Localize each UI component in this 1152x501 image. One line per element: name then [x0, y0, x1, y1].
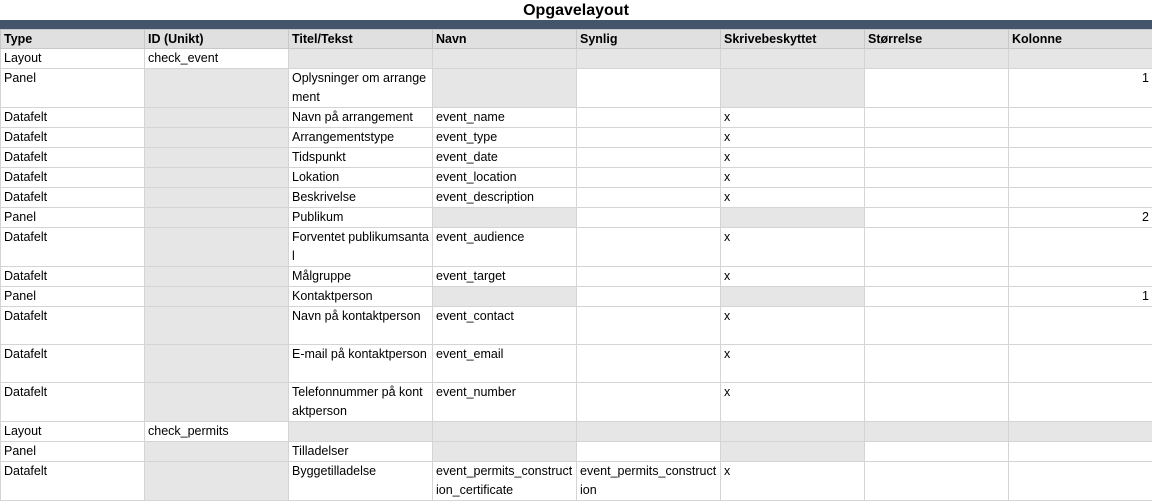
cell-column[interactable]: [1009, 383, 1152, 422]
cell-title-text[interactable]: Telefonnummer på kontaktperson: [289, 383, 433, 422]
cell-type[interactable]: Datafelt: [1, 267, 145, 287]
cell-read-only[interactable]: x: [721, 168, 865, 188]
table-row: [1, 345, 1152, 383]
cell-name[interactable]: event_location: [433, 168, 577, 188]
column-header-title-text[interactable]: Titel/Tekst: [289, 30, 433, 49]
cell-read-only[interactable]: [721, 422, 865, 442]
cell-visible[interactable]: event_permits_construction: [577, 462, 721, 501]
cell-name[interactable]: [433, 442, 577, 462]
table-row: [1, 168, 1152, 188]
cell-size[interactable]: [865, 307, 1009, 345]
cell-size[interactable]: [865, 287, 1009, 307]
cell-read-only[interactable]: x: [721, 188, 865, 208]
table-row: [1, 462, 1152, 501]
cell-id[interactable]: [145, 383, 289, 422]
cell-name[interactable]: [433, 287, 577, 307]
cell-visible[interactable]: [577, 287, 721, 307]
cell-name[interactable]: event_date: [433, 148, 577, 168]
cell-column[interactable]: [1009, 108, 1152, 128]
cell-id[interactable]: [145, 267, 289, 287]
column-header-size[interactable]: Størrelse: [865, 30, 1009, 49]
cell-read-only[interactable]: x: [721, 345, 865, 383]
cell-name[interactable]: [433, 208, 577, 228]
cell-name[interactable]: [433, 49, 577, 69]
cell-name[interactable]: event_target: [433, 267, 577, 287]
cell-id[interactable]: [145, 148, 289, 168]
cell-id[interactable]: [145, 69, 289, 108]
cell-read-only[interactable]: x: [721, 128, 865, 148]
cell-type[interactable]: Datafelt: [1, 345, 145, 383]
cell-column[interactable]: [1009, 462, 1152, 501]
cell-title-text[interactable]: Navn på arrangement: [289, 108, 433, 128]
cell-title-text[interactable]: Oplysninger om arrangement: [289, 69, 433, 108]
cell-type[interactable]: Datafelt: [1, 383, 145, 422]
table-row: [1, 383, 1152, 422]
cell-id[interactable]: check_event: [145, 49, 289, 69]
cell-column[interactable]: [1009, 228, 1152, 267]
table-row: [1, 188, 1152, 208]
cell-title-text[interactable]: Arrangementstype: [289, 128, 433, 148]
cell-name[interactable]: event_description: [433, 188, 577, 208]
cell-read-only[interactable]: [721, 49, 865, 69]
cell-title-text[interactable]: Navn på kontaktperson: [289, 307, 433, 345]
cell-size[interactable]: [865, 228, 1009, 267]
cell-read-only[interactable]: x: [721, 228, 865, 267]
table-row: [1, 49, 1152, 69]
cell-name[interactable]: event_email: [433, 345, 577, 383]
cell-type[interactable]: Datafelt: [1, 462, 145, 501]
cell-size[interactable]: [865, 188, 1009, 208]
cell-size[interactable]: [865, 168, 1009, 188]
cell-name[interactable]: [433, 422, 577, 442]
cell-size[interactable]: [865, 422, 1009, 442]
cell-read-only[interactable]: [721, 442, 865, 462]
cell-visible[interactable]: [577, 128, 721, 148]
cell-id[interactable]: [145, 208, 289, 228]
cell-visible[interactable]: [577, 345, 721, 383]
table-row: [1, 148, 1152, 168]
cell-id[interactable]: [145, 168, 289, 188]
cell-title-text[interactable]: [289, 422, 433, 442]
column-header-column[interactable]: Kolonne: [1009, 30, 1152, 49]
cell-type[interactable]: Panel: [1, 287, 145, 307]
cell-type[interactable]: Datafelt: [1, 168, 145, 188]
cell-type[interactable]: Datafelt: [1, 188, 145, 208]
cell-type[interactable]: Layout: [1, 49, 145, 69]
cell-title-text[interactable]: Målgruppe: [289, 267, 433, 287]
column-header-id[interactable]: ID (Unikt): [145, 30, 289, 49]
cell-column[interactable]: [1009, 442, 1152, 462]
cell-column[interactable]: [1009, 49, 1152, 69]
cell-read-only[interactable]: [721, 69, 865, 108]
table-row: [1, 69, 1152, 108]
cell-read-only[interactable]: [721, 287, 865, 307]
cell-visible[interactable]: [577, 267, 721, 287]
cell-visible[interactable]: [577, 49, 721, 69]
cell-column[interactable]: [1009, 345, 1152, 383]
cell-column[interactable]: [1009, 168, 1152, 188]
cell-column[interactable]: [1009, 148, 1152, 168]
cell-title-text[interactable]: Kontaktperson: [289, 287, 433, 307]
cell-name[interactable]: [433, 69, 577, 108]
cell-id[interactable]: [145, 287, 289, 307]
cell-name[interactable]: event_name: [433, 108, 577, 128]
cell-size[interactable]: [865, 267, 1009, 287]
column-header-read-only[interactable]: Skrivebeskyttet: [721, 30, 865, 49]
cell-title-text[interactable]: Byggetilladelse: [289, 462, 433, 501]
cell-visible[interactable]: [577, 148, 721, 168]
cell-column[interactable]: 2: [1009, 208, 1152, 228]
cell-type[interactable]: Panel: [1, 442, 145, 462]
cell-column[interactable]: 1: [1009, 69, 1152, 108]
cell-visible[interactable]: [577, 422, 721, 442]
table-row: [1, 442, 1152, 462]
cell-size[interactable]: [865, 148, 1009, 168]
table-row: [1, 208, 1152, 228]
cell-id[interactable]: [145, 188, 289, 208]
cell-title-text[interactable]: Lokation: [289, 168, 433, 188]
cell-type[interactable]: Layout: [1, 422, 145, 442]
cell-size[interactable]: [865, 345, 1009, 383]
sheet-title: Opgavelayout: [0, 0, 1152, 20]
cell-type[interactable]: Datafelt: [1, 307, 145, 345]
cell-visible[interactable]: [577, 188, 721, 208]
cell-visible[interactable]: [577, 108, 721, 128]
cell-size[interactable]: [865, 69, 1009, 108]
cell-read-only[interactable]: [721, 208, 865, 228]
cell-type[interactable]: Panel: [1, 69, 145, 108]
cell-type[interactable]: Datafelt: [1, 128, 145, 148]
cell-title-text[interactable]: E-mail på kontaktperson: [289, 345, 433, 383]
cell-read-only[interactable]: x: [721, 307, 865, 345]
column-header-visible[interactable]: Synlig: [577, 30, 721, 49]
cell-size[interactable]: [865, 49, 1009, 69]
cell-id[interactable]: [145, 307, 289, 345]
cell-read-only[interactable]: x: [721, 462, 865, 501]
cell-id[interactable]: [145, 345, 289, 383]
table-row: [1, 128, 1152, 148]
table-row: [1, 108, 1152, 128]
cell-name[interactable]: event_permits_construction_certificate: [433, 462, 577, 501]
cell-column[interactable]: [1009, 307, 1152, 345]
cell-column[interactable]: 1: [1009, 287, 1152, 307]
cell-visible[interactable]: [577, 208, 721, 228]
cell-column[interactable]: [1009, 422, 1152, 442]
cell-visible[interactable]: [577, 307, 721, 345]
cell-id[interactable]: [145, 108, 289, 128]
cell-size[interactable]: [865, 108, 1009, 128]
title-bar-divider: [0, 20, 1152, 29]
cell-visible[interactable]: [577, 442, 721, 462]
table-row: [1, 267, 1152, 287]
cell-size[interactable]: [865, 208, 1009, 228]
cell-id[interactable]: [145, 128, 289, 148]
cell-name[interactable]: event_contact: [433, 307, 577, 345]
cell-id[interactable]: [145, 442, 289, 462]
cell-title-text[interactable]: Tilladelser: [289, 442, 433, 462]
cell-name[interactable]: event_audience: [433, 228, 577, 267]
table-row: [1, 287, 1152, 307]
cell-name[interactable]: event_number: [433, 383, 577, 422]
column-header-name[interactable]: Navn: [433, 30, 577, 49]
cell-visible[interactable]: [577, 69, 721, 108]
cell-type[interactable]: Panel: [1, 208, 145, 228]
cell-read-only[interactable]: x: [721, 148, 865, 168]
cell-size[interactable]: [865, 462, 1009, 501]
cell-type[interactable]: Datafelt: [1, 148, 145, 168]
cell-size[interactable]: [865, 442, 1009, 462]
cell-id[interactable]: [145, 228, 289, 267]
cell-title-text[interactable]: Publikum: [289, 208, 433, 228]
cell-read-only[interactable]: x: [721, 383, 865, 422]
cell-title-text[interactable]: Beskrivelse: [289, 188, 433, 208]
cell-id[interactable]: [145, 462, 289, 501]
cell-title-text[interactable]: [289, 49, 433, 69]
layout-table: [0, 29, 1152, 501]
cell-title-text[interactable]: Forventet publikumsantal: [289, 228, 433, 267]
cell-type[interactable]: Datafelt: [1, 108, 145, 128]
cell-title-text[interactable]: Tidspunkt: [289, 148, 433, 168]
cell-size[interactable]: [865, 383, 1009, 422]
cell-column[interactable]: [1009, 267, 1152, 287]
cell-column[interactable]: [1009, 188, 1152, 208]
cell-read-only[interactable]: x: [721, 267, 865, 287]
cell-column[interactable]: [1009, 128, 1152, 148]
cell-id[interactable]: check_permits: [145, 422, 289, 442]
cell-visible[interactable]: [577, 168, 721, 188]
cell-type[interactable]: Datafelt: [1, 228, 145, 267]
cell-size[interactable]: [865, 128, 1009, 148]
cell-read-only[interactable]: x: [721, 108, 865, 128]
cell-visible[interactable]: [577, 228, 721, 267]
cell-visible[interactable]: [577, 383, 721, 422]
column-header-type[interactable]: Type: [1, 30, 145, 49]
table-row: [1, 422, 1152, 442]
cell-name[interactable]: event_type: [433, 128, 577, 148]
table-row: [1, 228, 1152, 267]
header-row: [1, 30, 1152, 49]
table-row: [1, 307, 1152, 345]
